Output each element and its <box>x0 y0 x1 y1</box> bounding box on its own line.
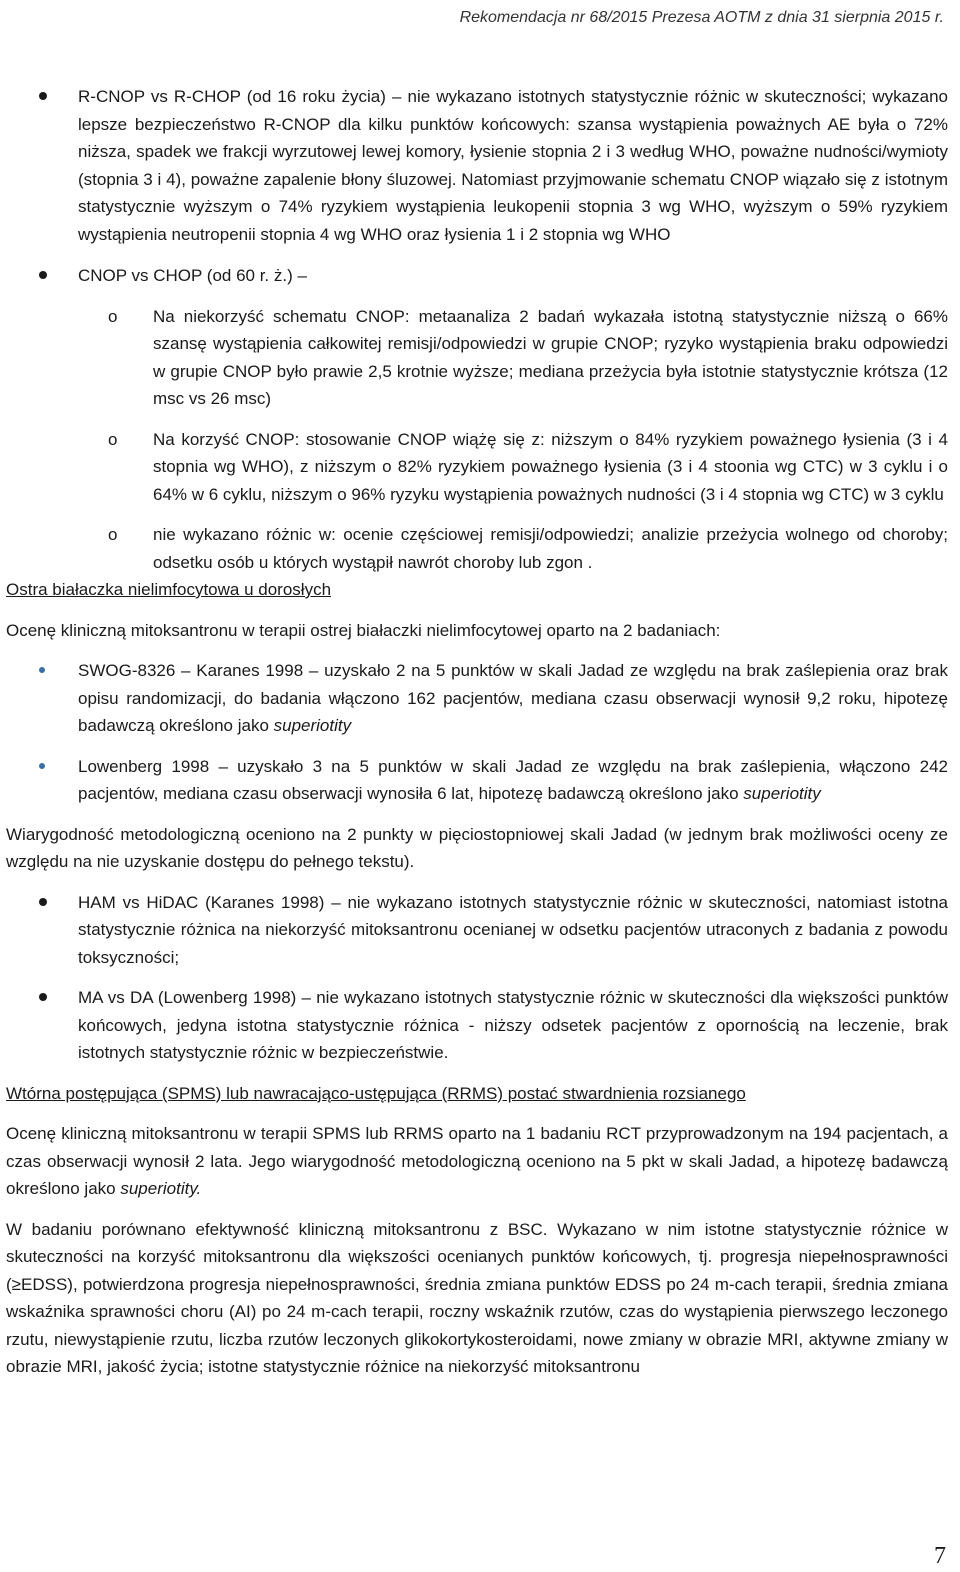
page-number: 7 <box>934 1542 946 1569</box>
study-hypothesis: superiotity <box>743 784 821 803</box>
bullet-study-swog <box>6 657 948 740</box>
document-header: Rekomendacja nr 68/2015 Prezesa AOTM z dnia 31 sierpnia 2015 r. <box>459 9 944 26</box>
sub-bullet-no-difference <box>6 521 948 576</box>
bullet-dot-icon <box>39 898 47 906</box>
bullet-dot-icon <box>39 92 47 100</box>
study-text: Lowenberg 1998 – uzyskało 3 na 5 punktów w skali Jadad ze względu na brak zaślepienia, włączono 242 pacjentów, mediana czasu obserwacji wynosiła 6 lat, hipotezę badawczą określono jako <box>78 756 948 803</box>
section-heading-aml: Ostra białaczka nielimfocytowa u dorosłych <box>6 580 332 599</box>
bullet-text: CNOP vs CHOP (od 60 r. ż.) – <box>78 266 307 285</box>
paragraph-ms-results: W badaniu porównano efektywność kliniczną mitoksantronu z BSC. Wykazano w nim istotne statystycznie różnice w skuteczności na korzyść mitoksantronu dla większości ocenianych punktów końcowych, tj. progresja niepełnosprawności (≥EDSS), potwierdzona progresja niepełnosprawności, średnia zmiana punktów EDSS po 24 m-cach terapii, średnia zmiana wskaźnika sprawności choru (AI) po 24 m-cach terapii, roczny wskaźnik rzutów, czas do wystąpienia pierwszego leczonego rzutu, niewystąpienie rzutu, liczba rzutów leczonych glikokortykosteroidami, nowe zmiany w obrazie MRI, aktywne zmiany w obrazie MRI, jakość życia; istotne statystycznie różnice na niekorzyść mitoksantronu <box>6 1219 948 1376</box>
bullet-text: HAM vs HiDAC (Karanes 1998) – nie wykazano istotnych statystycznie różnic w skuteczności, natomiast istotna statystycznie różnica na niekorzyść mitoksantronu ocenianej w odsetku pacjentów utraconych z badania z powodu toksyczności; <box>78 892 948 967</box>
bullet-dot-icon <box>39 667 45 673</box>
bullet-ma-vs-da <box>6 984 948 1067</box>
sub-bullet-for-cnop <box>6 426 948 509</box>
ms-intro-text: Ocenę kliniczną mitoksantronu w terapii SPMS lub RRMS oparto na 1 badaniu RCT przyprowadzonym na 194 pacjentach, a czas obserwacji wynosił 2 lata. Jego wiarygodność metodologiczną oceniono na 5 pkt w skali Jadad, a hipotezę badawczą określono jako <box>6 1124 948 1198</box>
sub-bullet-marker: o <box>108 525 118 544</box>
study-hypothesis: superiotity <box>273 716 352 735</box>
sub-bullet-marker: o <box>108 429 118 449</box>
study-text: SWOG-8326 – Karanes 1998 – uzyskało 2 na 5 punktów w skali Jadad ze względu na brak zaślepienia oraz brak opisu randomizacji, do badania włączono 162 pacjentów, mediana czasu obserwacji wynosił 9,2 roku, hipotezę badawczą określono jako <box>78 661 948 735</box>
bullet-cnop-vs-chop <box>6 262 948 290</box>
bullet-dot-icon <box>39 993 47 1001</box>
page-body <box>6 83 948 1381</box>
sub-bullet-text: Na korzyść CNOP: stosowanie CNOP wiążę się z: niższym o 84% ryzykiem poważnego łysienia (3 i 4 stopnia wg WHO), z niższym o 82% ryzykiem poważnego łysienia (3 i 4 stoonia wg CTC) w 3 cyklu i o 64% w 6 cyklu, niższym o 96% ryzyku wystąpienia poważnych nudności (3 i 4 stopnia wg CTC) w 3 cyklu <box>153 429 948 504</box>
sub-bullet-text: nie wykazano różnic w: ocenie częściowej remisji/odpowiedzi; analizie przeżycia wolnego od choroby; odsetku osób u których wystąpił nawrót choroby lub zgon . <box>153 525 948 572</box>
bullet-text: R-CNOP vs R-CHOP (od 16 roku życia) – nie wykazano istotnych statystycznie różnic w skuteczności; wykazano lepsze bezpieczeństwo R-CNOP dla kilku punktów końcowych: szansa wystąpienia poważnych AE była o 72% niższa, spadek we frakcji wyrzutowej lewej komory, łysienie stopnia 2 i 3 według WHO, poważne nudności/wymioty (stopnia 3 i 4), poważne zapalenie błony śluzowej. Natomiast przyjmowanie schematu CNOP wiązało się z istotnym statystycznie wyższym o 74% ryzykiem wystąpienia leukopenii stopnia 3 wg WHO, wyższym o 59% ryzykiem wystąpienia neutropenii stopnia 4 wg WHO oraz łysienia 1 i 2 stopnia wg WHO <box>78 87 948 244</box>
ms-intro-hypothesis: superiotity. <box>120 1179 202 1198</box>
bullet-ham-vs-hidac <box>6 889 948 972</box>
bullet-text: MA vs DA (Lowenberg 1998) – nie wykazano istotnych statystycznie różnic w skuteczności dla większości punktów końcowych, jedyna istotna statystycznie różnica - niższy odsetek pacjentów z opornością na leczenie, brak istotnych statystycznie różnic w bezpieczeństwie. <box>78 988 948 1062</box>
sub-bullet-against-cnop <box>6 303 948 413</box>
bullet-rcnop-vs-rchop <box>6 83 948 248</box>
bullet-dot-icon <box>39 271 47 279</box>
section-heading-ms: Wtórna postępująca (SPMS) lub nawracająco-ustępująca (RRMS) postać stwardnienia rozsianego <box>6 1083 746 1103</box>
bullet-dot-icon <box>39 763 45 769</box>
paragraph-aml-intro: Ocenę kliniczną mitoksantronu w terapii ostrej białaczki nielimfocytowej oparto na 2 badaniach: <box>6 620 721 640</box>
sub-bullet-marker: o <box>108 306 118 326</box>
bullet-study-lowenberg <box>6 753 948 808</box>
sub-bullet-text: Na niekorzyść schematu CNOP: metaanaliza 2 badań wykazała istotną statystycznie niższą o 66% szansę wystąpienia całkowitej remisji/odpowiedzi w grupie CNOP; ryzyko wystąpienia braku odpowiedzi w grupie CNOP było prawie 2,5 krotnie wyższe; mediana przeżycia była istotnie statystycznie krótsza (12 msc vs 26 msc) <box>153 306 948 408</box>
paragraph-reliability: Wiarygodność metodologiczną oceniono na 2 punkty w pięciostopniowej skali Jadad (w jednym brak możliwości oceny ze względu na nie uzyskanie dostępu do pełnego tekstu). <box>6 824 948 871</box>
paragraph-ms-intro <box>6 1120 948 1203</box>
